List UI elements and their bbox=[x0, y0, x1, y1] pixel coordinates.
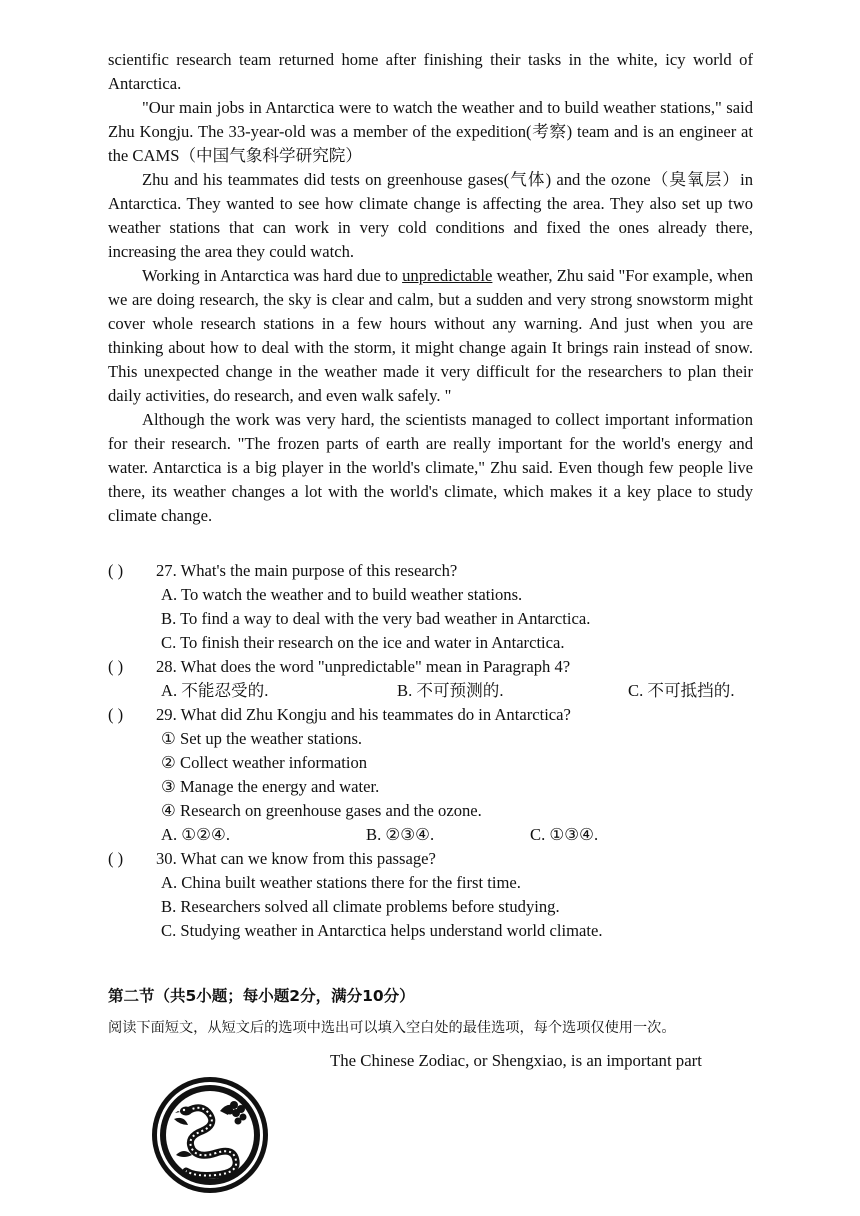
option-c: C. ①③④. bbox=[530, 825, 599, 844]
paragraph-5: Although the work was very hard, the scientists managed to collect important information for their research. "The frozen parts of earth are really important for the world's energy and water. Antarctica is a big player in the world's climate," Zhu said. Even though few people live there, its weather changes a lot with the world's climate, which makes it a key place to study climate change. bbox=[108, 410, 753, 525]
question-27 bbox=[108, 559, 457, 583]
option-a: A. ①②④. bbox=[161, 825, 231, 844]
paragraph-1: scientific research team returned home after finishing their tasks in the white, icy world of Antarctica. bbox=[108, 50, 753, 93]
statement-1: ① Set up the weather stations. bbox=[161, 729, 363, 748]
question-30 bbox=[108, 847, 436, 871]
reading-passage bbox=[108, 48, 753, 528]
statement-2: ② Collect weather information bbox=[161, 753, 368, 772]
statement-4: ④ Research on greenhouse gases and the ozone. bbox=[161, 801, 482, 820]
option-c: C. To finish their research on the ice and water in Antarctica. bbox=[161, 633, 565, 652]
option-a: A. 不能忍受的. bbox=[161, 681, 269, 700]
answer-blank[interactable]: ( ) bbox=[108, 849, 124, 868]
option-b: B. ②③④. bbox=[366, 825, 435, 844]
option-b: B. 不可预测的. bbox=[397, 681, 504, 700]
question-29 bbox=[108, 703, 571, 727]
question-28 bbox=[108, 655, 570, 679]
paragraph-2: "Our main jobs in Antarctica were to watch the weather and to build weather stations," said Zhu Kongju. The 33-year-old was a member of the expedition(考察) team and is an engineer at the CAMS（中国气象科学研究院） bbox=[108, 98, 753, 165]
paragraph-3: Zhu and his teammates did tests on greenhouse gases(气体) and the ozone（臭氧层）in Antarctica. They wanted to see how climate change is affecting the area. They also set up two weather stations that can work in very cold conditions and fixed the ones already there, increasing the area they could watch. bbox=[108, 170, 753, 261]
section-heading: 第二节（共5小题；每小题2分，满分10分） bbox=[108, 987, 415, 1005]
answer-blank[interactable]: ( ) bbox=[108, 561, 124, 580]
option-b: B. To find a way to deal with the very bad weather in Antarctica. bbox=[161, 609, 591, 628]
statement-3: ③ Manage the energy and water. bbox=[161, 777, 380, 796]
question-stem: 30. What can we know from this passage? bbox=[156, 849, 436, 868]
passage-opening-line: The Chinese Zodiac, or Shengxiao, is an important part bbox=[330, 1051, 702, 1070]
paragraph-4 bbox=[108, 264, 753, 408]
question-stem: 29. What did Zhu Kongju and his teammates do in Antarctica? bbox=[156, 705, 571, 724]
question-stem: 27. What's the main purpose of this research? bbox=[156, 561, 458, 580]
underlined-word: unpredictable bbox=[402, 266, 493, 285]
answer-blank[interactable]: ( ) bbox=[108, 705, 124, 724]
section-instructions: 阅读下面短文，从短文后的选项中选出可以填入空白处的最佳选项，每个选项仅使用一次。 bbox=[108, 1020, 676, 1036]
option-c: C. Studying weather in Antarctica helps understand world climate. bbox=[161, 921, 603, 940]
option-c: C. 不可抵挡的. bbox=[628, 681, 735, 700]
answer-blank[interactable]: ( ) bbox=[108, 657, 124, 676]
question-stem: 28. What does the word "unpredictable" mean in Paragraph 4? bbox=[156, 657, 571, 676]
snake-zodiac-emblem-icon bbox=[150, 1075, 270, 1195]
paragraph-4-start: Working in Antarctica was hard due to bbox=[142, 266, 403, 285]
option-a: A. To watch the weather and to build weather stations. bbox=[161, 585, 523, 604]
option-b: B. Researchers solved all climate problems before studying. bbox=[161, 897, 560, 916]
paragraph-4-end: weather, Zhu said "For example, when we are doing research, the sky is clear and calm, but a sudden and very strong snowstorm might cover whole research stations in a few hours without any warning. And just when you are thinking about how to deal with the storm, it might change again It brings rain instead of snow. This unexpected change in the weather made it very difficult for the researchers to plan their daily activities, do research, and even walk safely. " bbox=[108, 266, 753, 405]
option-a: A. China built weather stations there for the first time. bbox=[161, 873, 521, 892]
